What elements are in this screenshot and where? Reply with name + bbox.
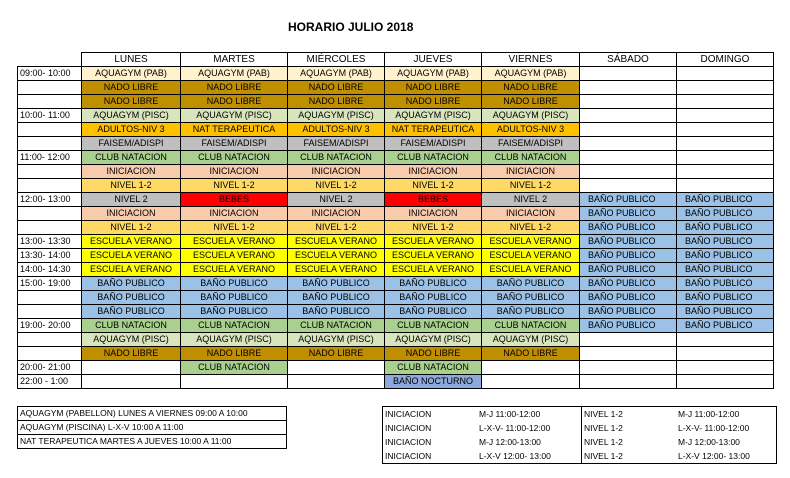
activity-cell: AQUAGYM (PISC)	[181, 109, 288, 123]
activity-cell: NIVEL 2	[482, 193, 580, 207]
activity-cell	[677, 347, 774, 361]
activity-cell: BAÑO PUBLICO	[580, 277, 677, 291]
level-schedule: L-X-V- 11:00-12:00	[678, 423, 750, 433]
level-schedule: L-X-V 12:00- 13:00	[678, 451, 750, 461]
activity-cell: BAÑO PUBLICO	[580, 319, 677, 333]
activity-cell: INICIACION	[385, 165, 482, 179]
level-schedule: M-J 12:00-13:00	[479, 437, 541, 447]
schedule-row	[18, 151, 774, 165]
activity-cell: NIVEL 1-2	[482, 221, 580, 235]
activity-cell: AQUAGYM (PISC)	[82, 333, 181, 347]
time-slot	[18, 347, 82, 361]
level-schedule: L-X-V- 11:00-12:00	[479, 423, 551, 433]
reference-row	[383, 435, 777, 449]
activity-cell: FAISEM/ADISPI	[181, 137, 288, 151]
schedule-row	[18, 305, 774, 319]
schedule-row	[18, 193, 774, 207]
activity-cell: AQUAGYM (PISC)	[482, 109, 580, 123]
time-slot	[18, 221, 82, 235]
activity-cell	[288, 375, 385, 389]
activity-cell: BAÑO PUBLICO	[482, 277, 580, 291]
activity-cell: BAÑO PUBLICO	[385, 305, 482, 319]
activity-cell: AQUAGYM (PAB)	[288, 67, 385, 81]
activity-cell	[181, 375, 288, 389]
time-slot: 09:00- 10:00	[18, 67, 82, 81]
activity-cell: ESCUELA VERANO	[288, 263, 385, 277]
activity-cell: BAÑO PUBLICO	[288, 277, 385, 291]
activity-cell	[580, 95, 677, 109]
level-schedule: M-J 12:00-13:00	[678, 437, 740, 447]
activity-cell: CLUB NATACION	[288, 151, 385, 165]
activity-cell: BAÑO PUBLICO	[580, 207, 677, 221]
activity-cell: BAÑO PUBLICO	[580, 305, 677, 319]
schedule-row	[18, 123, 774, 137]
activity-cell: INICIACION	[385, 207, 482, 221]
activity-cell	[677, 165, 774, 179]
schedule-row	[18, 95, 774, 109]
activity-cell: NADO LIBRE	[181, 347, 288, 361]
activity-cell: ESCUELA VERANO	[288, 249, 385, 263]
level-schedule: M-J 11:00-12:00	[678, 409, 740, 419]
level-name: NIVEL 1-2	[582, 421, 677, 435]
time-slot: 12:00- 13:00	[18, 193, 82, 207]
reference-row	[383, 449, 777, 464]
level-name: INICIACION	[385, 451, 432, 461]
activity-cell: BAÑO PUBLICO	[677, 235, 774, 249]
activity-cell: BAÑO PUBLICO	[482, 305, 580, 319]
activity-cell: BAÑO NOCTURNO	[385, 375, 482, 389]
activity-cell	[677, 123, 774, 137]
activity-cell	[82, 375, 181, 389]
activity-cell: CLUB NATACION	[181, 319, 288, 333]
activity-cell: CLUB NATACION	[288, 319, 385, 333]
activity-cell: NIVEL 1-2	[82, 221, 181, 235]
activity-cell: NADO LIBRE	[385, 95, 482, 109]
time-slot	[18, 95, 82, 109]
activity-cell	[580, 361, 677, 375]
activity-cell: INICIACION	[482, 207, 580, 221]
activity-cell	[580, 109, 677, 123]
activity-cell	[580, 123, 677, 137]
activity-cell	[580, 347, 677, 361]
activity-cell: CLUB NATACION	[482, 151, 580, 165]
activity-cell: ESCUELA VERANO	[385, 263, 482, 277]
activity-cell: BAÑO PUBLICO	[677, 319, 774, 333]
activity-cell: INICIACION	[82, 165, 181, 179]
activity-cell: BAÑO PUBLICO	[580, 249, 677, 263]
activity-cell: BAÑO PUBLICO	[82, 305, 181, 319]
activity-cell: AQUAGYM (PAB)	[482, 67, 580, 81]
time-slot	[18, 165, 82, 179]
activity-cell: AQUAGYM (PISC)	[288, 333, 385, 347]
schedule-row	[18, 263, 774, 277]
activity-cell: BAÑO PUBLICO	[482, 291, 580, 305]
note-text: AQUAGYM (PABELLON) LUNES A VIERNES 09:00 A 10:00	[18, 407, 287, 421]
activity-cell	[677, 81, 774, 95]
activity-cell: NAT TERAPEUTICA	[385, 123, 482, 137]
activity-cell: BAÑO PUBLICO	[181, 277, 288, 291]
activity-cell: NADO LIBRE	[288, 95, 385, 109]
time-slot	[18, 305, 82, 319]
day-header: SÁBADO	[580, 53, 677, 67]
schedule-row	[18, 319, 774, 333]
activity-cell: INICIACION	[181, 207, 288, 221]
activity-cell: BAÑO PUBLICO	[580, 263, 677, 277]
activity-cell: NADO LIBRE	[82, 95, 181, 109]
activity-cell: BAÑO PUBLICO	[288, 291, 385, 305]
activity-cell	[677, 67, 774, 81]
schedule-row	[18, 235, 774, 249]
activity-cell: NIVEL 1-2	[288, 221, 385, 235]
activity-cell: CLUB NATACION	[181, 151, 288, 165]
reference-row	[383, 407, 777, 422]
schedule-row	[18, 81, 774, 95]
time-slot	[18, 333, 82, 347]
activity-cell: CLUB NATACION	[482, 319, 580, 333]
activity-cell: NIVEL 1-2	[181, 179, 288, 193]
reference-row	[383, 421, 777, 435]
activity-cell	[677, 361, 774, 375]
activity-cell: BAÑO PUBLICO	[288, 305, 385, 319]
time-slot	[18, 137, 82, 151]
note-text: NAT TERAPEUTICA MARTES A JUEVES 10:00 A 11:00	[18, 435, 287, 449]
day-header-row	[18, 53, 774, 67]
activity-cell: ESCUELA VERANO	[82, 235, 181, 249]
activity-cell	[677, 137, 774, 151]
activity-cell	[677, 375, 774, 389]
level-schedule: M-J 11:00-12:00	[479, 409, 541, 419]
activity-cell: ADULTOS-NIV 3	[82, 123, 181, 137]
activity-cell: ESCUELA VERANO	[482, 249, 580, 263]
activity-cell: FAISEM/ADISPI	[288, 137, 385, 151]
activity-cell: NIVEL 2	[288, 193, 385, 207]
schedule-row	[18, 207, 774, 221]
activity-cell: ESCUELA VERANO	[181, 263, 288, 277]
note-row	[18, 407, 287, 421]
activity-cell	[580, 375, 677, 389]
activity-cell: NADO LIBRE	[288, 81, 385, 95]
activity-cell: ESCUELA VERANO	[482, 235, 580, 249]
activity-cell: INICIACION	[82, 207, 181, 221]
activity-cell: NIVEL 1-2	[385, 221, 482, 235]
activity-cell: BAÑO PUBLICO	[677, 221, 774, 235]
activity-cell: NADO LIBRE	[181, 95, 288, 109]
activity-cell	[677, 179, 774, 193]
time-slot: 10:00- 11:00	[18, 109, 82, 123]
activity-cell	[580, 165, 677, 179]
activity-cell: AQUAGYM (PISC)	[82, 109, 181, 123]
activity-cell	[677, 95, 774, 109]
schedule-row	[18, 67, 774, 81]
time-slot: 19:00- 20:00	[18, 319, 82, 333]
activity-cell: NIVEL 1-2	[385, 179, 482, 193]
activity-cell: BAÑO PUBLICO	[677, 207, 774, 221]
activity-cell: BAÑO PUBLICO	[677, 305, 774, 319]
activity-cell: FAISEM/ADISPI	[482, 137, 580, 151]
schedule-row	[18, 291, 774, 305]
activity-cell: BAÑO PUBLICO	[82, 291, 181, 305]
activity-cell: NIVEL 1-2	[181, 221, 288, 235]
activity-cell: FAISEM/ADISPI	[82, 137, 181, 151]
time-slot	[18, 291, 82, 305]
time-slot	[18, 123, 82, 137]
activity-cell: BAÑO PUBLICO	[677, 249, 774, 263]
activity-cell: NADO LIBRE	[181, 81, 288, 95]
activity-cell: BAÑO PUBLICO	[580, 193, 677, 207]
activity-cell: AQUAGYM (PISC)	[385, 333, 482, 347]
day-header: VIERNES	[482, 53, 580, 67]
day-header: MARTES	[181, 53, 288, 67]
schedule-row	[18, 361, 774, 375]
time-slot: 20:00- 21:00	[18, 361, 82, 375]
activity-cell: CLUB NATACION	[385, 319, 482, 333]
activity-cell	[288, 361, 385, 375]
activity-cell	[580, 333, 677, 347]
schedule-row	[18, 109, 774, 123]
activity-cell: AQUAGYM (PAB)	[82, 67, 181, 81]
activity-cell: ESCUELA VERANO	[181, 249, 288, 263]
level-name: INICIACION	[385, 409, 432, 419]
schedule-row	[18, 347, 774, 361]
note-row	[18, 435, 287, 449]
note-text: AQUAGYM (PISCINA) L-X-V 10:00 A 11:00	[18, 421, 287, 435]
time-slot: 13:30- 14:00	[18, 249, 82, 263]
activity-cell: BAÑO PUBLICO	[82, 277, 181, 291]
day-header: LUNES	[82, 53, 181, 67]
activity-cell: AQUAGYM (PISC)	[385, 109, 482, 123]
day-header: DOMINGO	[677, 53, 774, 67]
activity-cell: NADO LIBRE	[385, 81, 482, 95]
activity-cell: AQUAGYM (PISC)	[288, 109, 385, 123]
activity-cell: NIVEL 1-2	[482, 179, 580, 193]
time-slot: 22:00 - 1:00	[18, 375, 82, 389]
schedule-row	[18, 165, 774, 179]
activity-cell: ESCUELA VERANO	[82, 249, 181, 263]
schedule-row	[18, 221, 774, 235]
activity-cell: CLUB NATACION	[385, 151, 482, 165]
schedule-row	[18, 179, 774, 193]
schedule-row	[18, 249, 774, 263]
notes-table	[17, 406, 287, 449]
schedule-row	[18, 375, 774, 389]
activity-cell: ESCUELA VERANO	[385, 249, 482, 263]
activity-cell: BAÑO PUBLICO	[181, 305, 288, 319]
activity-cell: NADO LIBRE	[482, 81, 580, 95]
activity-cell: BAÑO PUBLICO	[580, 235, 677, 249]
activity-cell: ADULTOS-NIV 3	[288, 123, 385, 137]
corner-cell	[18, 53, 82, 67]
activity-cell: ADULTOS-NIV 3	[482, 123, 580, 137]
activity-cell	[677, 333, 774, 347]
schedule-table	[17, 52, 774, 389]
activity-cell: ESCUELA VERANO	[385, 235, 482, 249]
activity-cell: ESCUELA VERANO	[181, 235, 288, 249]
day-header: JUEVES	[385, 53, 482, 67]
activity-cell: BAÑO PUBLICO	[385, 277, 482, 291]
activity-cell	[677, 109, 774, 123]
activity-cell	[580, 151, 677, 165]
activity-cell	[677, 151, 774, 165]
level-reference-table	[382, 406, 777, 464]
activity-cell	[580, 179, 677, 193]
activity-cell: NIVEL 1-2	[82, 179, 181, 193]
activity-cell	[580, 137, 677, 151]
activity-cell: BAÑO PUBLICO	[385, 291, 482, 305]
activity-cell: AQUAGYM (PISC)	[181, 333, 288, 347]
level-name: INICIACION	[385, 423, 432, 433]
time-slot	[18, 81, 82, 95]
activity-cell: BAÑO PUBLICO	[181, 291, 288, 305]
activity-cell: ESCUELA VERANO	[482, 263, 580, 277]
time-slot	[18, 179, 82, 193]
activity-cell: CLUB NATACION	[82, 319, 181, 333]
activity-cell	[482, 361, 580, 375]
activity-cell: BAÑO PUBLICO	[677, 263, 774, 277]
activity-cell: NADO LIBRE	[82, 347, 181, 361]
activity-cell: NADO LIBRE	[288, 347, 385, 361]
day-header: MIÉRCOLES	[288, 53, 385, 67]
page-title: HORARIO JULIO 2018	[288, 20, 414, 34]
time-slot: 13:00- 13:30	[18, 235, 82, 249]
activity-cell: NIVEL 2	[82, 193, 181, 207]
activity-cell: AQUAGYM (PISC)	[482, 333, 580, 347]
activity-cell: ESCUELA VERANO	[288, 235, 385, 249]
activity-cell: BEBES	[181, 193, 288, 207]
schedule-row	[18, 333, 774, 347]
level-schedule: L-X-V 12:00- 13:00	[479, 451, 551, 461]
activity-cell	[580, 81, 677, 95]
level-name: INICIACION	[385, 437, 432, 447]
activity-cell: INICIACION	[288, 207, 385, 221]
activity-cell: FAISEM/ADISPI	[385, 137, 482, 151]
activity-cell: BEBES	[385, 193, 482, 207]
activity-cell: BAÑO PUBLICO	[580, 221, 677, 235]
activity-cell: INICIACION	[288, 165, 385, 179]
activity-cell: NADO LIBRE	[482, 347, 580, 361]
schedule-row	[18, 277, 774, 291]
activity-cell	[580, 67, 677, 81]
activity-cell: INICIACION	[482, 165, 580, 179]
activity-cell: BAÑO PUBLICO	[580, 291, 677, 305]
activity-cell: NADO LIBRE	[482, 95, 580, 109]
schedule-row	[18, 137, 774, 151]
activity-cell: CLUB NATACION	[385, 361, 482, 375]
activity-cell	[482, 375, 580, 389]
activity-cell: NIVEL 1-2	[288, 179, 385, 193]
activity-cell	[82, 361, 181, 375]
activity-cell: INICIACION	[181, 165, 288, 179]
activity-cell: AQUAGYM (PAB)	[181, 67, 288, 81]
note-row	[18, 421, 287, 435]
activity-cell: BAÑO PUBLICO	[677, 291, 774, 305]
activity-cell: NADO LIBRE	[82, 81, 181, 95]
activity-cell: CLUB NATACION	[181, 361, 288, 375]
activity-cell: BAÑO PUBLICO	[677, 277, 774, 291]
activity-cell: ESCUELA VERANO	[82, 263, 181, 277]
activity-cell: AQUAGYM (PAB)	[385, 67, 482, 81]
time-slot: 14:00- 14:30	[18, 263, 82, 277]
level-name: NIVEL 1-2	[582, 449, 677, 464]
activity-cell: NADO LIBRE	[385, 347, 482, 361]
time-slot: 11:00- 12:00	[18, 151, 82, 165]
time-slot	[18, 207, 82, 221]
activity-cell: BAÑO PUBLICO	[677, 193, 774, 207]
time-slot: 15:00- 19:00	[18, 277, 82, 291]
level-name: NIVEL 1-2	[582, 407, 677, 422]
activity-cell: NAT TERAPEUTICA	[181, 123, 288, 137]
level-name: NIVEL 1-2	[582, 435, 677, 449]
activity-cell: CLUB NATACION	[82, 151, 181, 165]
